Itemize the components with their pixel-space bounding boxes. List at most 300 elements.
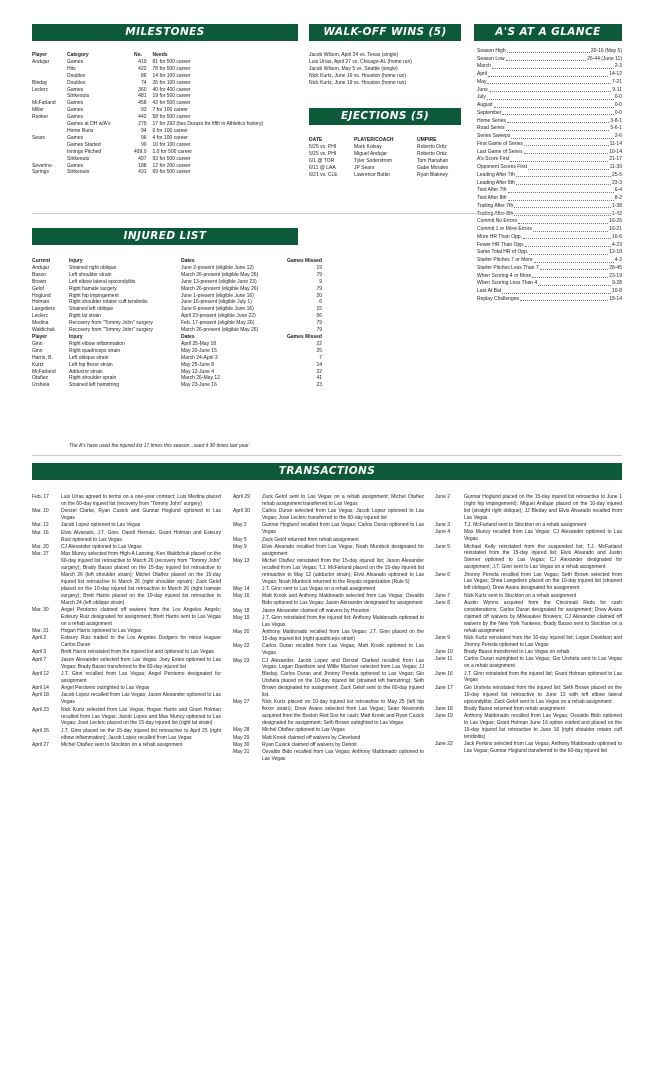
glance-label: Season Low: [477, 55, 505, 62]
injured-cell: Right quadriceps strain: [69, 347, 121, 354]
glance-value: 9-11: [612, 86, 622, 93]
glance-row: [477, 295, 622, 303]
transaction-date: May 14: [233, 586, 250, 593]
leader-dots: [516, 184, 611, 185]
ejection-row: [309, 158, 461, 165]
injured-cell: Kurtz: [32, 361, 44, 368]
injured-cell: 14: [316, 361, 322, 368]
glance-row: [477, 272, 622, 280]
injured-cell: June 2-present (eligible June 12): [181, 264, 254, 271]
glance-label: Opponent Scores First: [477, 164, 528, 171]
transaction-entry: [32, 742, 221, 749]
injured-cell: Brown: [32, 278, 47, 285]
glance-label: Last Game of Series: [477, 148, 523, 155]
transaction-entry: [435, 494, 622, 522]
ejection-cell: 5/25 vs. PHI: [309, 143, 337, 150]
injured-cell: 15: [316, 306, 322, 313]
milestone-cell: 94: [140, 127, 147, 134]
transaction-entry: [32, 649, 221, 656]
glance-label: September: [477, 109, 502, 116]
injured-cell: Feb. 17-present (eligible May 26): [181, 320, 255, 327]
milestone-cell: Innings Pitched: [67, 148, 102, 155]
transaction-text: Michel Otañez optioned to Las Vegas: [262, 727, 345, 734]
milestone-cell: 40 for 400 career: [152, 86, 191, 93]
transaction-entry: [233, 508, 424, 522]
injured-cell: 23: [316, 382, 322, 389]
milestone-cell: 6 for 100 career: [152, 127, 188, 134]
leader-dots: [502, 293, 611, 294]
walkoff-item: Luis Urías, April 27 vs. Chicago-AL (home run): [309, 58, 412, 65]
milestones-column-header: Player: [32, 52, 48, 58]
leader-dots: [506, 60, 587, 61]
transaction-text: Ryan Cusick claimed off waivers by Detroit: [262, 741, 357, 748]
transaction-date: May 23: [233, 657, 250, 664]
milestone-row: [32, 121, 298, 128]
glance-row: [477, 225, 622, 233]
transaction-date: June 4: [435, 529, 451, 536]
glance-row: [477, 179, 622, 187]
injured-cell: May 12-June 4: [181, 368, 215, 375]
injured-cell: 25: [316, 347, 322, 354]
milestone-cell: 458: [138, 100, 147, 107]
walkoff-header: WALK-OFF WINS (5): [309, 24, 461, 41]
glance-row: [477, 187, 622, 195]
divider: [32, 213, 622, 214]
milestone-cell: Miller: [32, 107, 44, 114]
milestone-cell: Games Started: [67, 141, 101, 148]
transaction-date: Mar. 31: [32, 627, 49, 634]
leader-dots: [506, 130, 610, 131]
glance-value: 10-8: [611, 288, 622, 295]
transaction-text: Austin Wynns acquired from the Cincinnati Reds for cash considerations; Carlos Duran designated for assignment; Drew Avans claimed off waivers by Milwaukee Brewers; CJ Alexander claimed off waivers by the New York Yankees; Brady Basso sent to Stockton on a rehab assignment: [464, 599, 622, 634]
injured-cell: Right hip impingement: [69, 292, 119, 299]
transaction-text: Nick Kurtz placed on 10-day injured list retroactive to May 25 (left hip flexor strain); Drew Avans selected from Las Vegas; Sean Newcomb acquired from the Boston Red Sox for cash; Matt Krook and Ryan Cusick designated for assignment; Seth Brown outrighted to Las Vegas: [262, 699, 424, 727]
glance-value: 16-6: [611, 233, 622, 240]
transaction-date: June 6: [435, 571, 451, 578]
injured-cell: March 26-present (eligible May 26): [181, 327, 259, 334]
injured-cell: June 6-present (eligible June 16): [181, 306, 254, 313]
injured-cell: 22: [316, 340, 322, 347]
walkoff-item: Jacob Wilson, April 24 vs. Texas (single): [309, 52, 399, 58]
transaction-text: Max Muncy recalled from Las Vegas; CJ Alexander optioned to Las Vegas: [464, 529, 622, 543]
injured-column-header: Dates: [181, 258, 195, 264]
transaction-text: Nick Kurtz selected from Las Vegas; Hogan Harris and Grant Holman recalled from Las Vegas; Jacob Lopez and Max Muncy optioned to Las Vegas; José Leclerc placed on the 15-day injured list (right lat strain): [61, 706, 221, 727]
transaction-date: April 3: [32, 649, 47, 656]
glance-value: 0-0: [614, 94, 622, 101]
transaction-date: June 11: [435, 656, 453, 663]
injured-cell: Left oblique strain: [69, 354, 109, 361]
transaction-text: J.T. Ginn reinstated from the injured list; Grant Holman optioned to Las Vegas: [464, 670, 622, 684]
leader-dots: [520, 300, 608, 301]
transaction-text: Jacob Lopez optioned to Las Vegas: [61, 522, 141, 529]
transaction-date: April 30: [233, 508, 250, 515]
ejection-cell: 6/11 @ LAA: [309, 164, 336, 171]
milestones-column-header: Needs: [152, 52, 168, 58]
transaction-entry: [435, 713, 622, 741]
milestone-cell: 86: [140, 72, 147, 79]
injured-cell: Waldichuk: [32, 327, 55, 334]
injured-cell: Gelof: [32, 285, 44, 292]
glance-row: [477, 125, 622, 133]
glance-value: 11-30: [609, 164, 622, 171]
transaction-entry: [435, 656, 622, 670]
milestone-cell: Games at DH w/A's: [67, 121, 111, 128]
transaction-text: J.T. Ginn recalled from Las Vegas; Angel Perdomo designated for assignment: [61, 670, 221, 684]
injured-header: INJURED LIST: [32, 228, 298, 245]
milestone-cell: 42 for 500 career: [152, 100, 191, 107]
injured-cell: Left hip flexor strain: [69, 361, 113, 368]
glance-value: 12-18: [609, 249, 622, 256]
transaction-date: May 16: [233, 593, 250, 600]
transaction-date: May 13: [233, 558, 250, 565]
injured-row: [32, 313, 322, 320]
transaction-date: June 9: [435, 634, 451, 641]
glance-row: [477, 109, 622, 117]
transaction-entry: [435, 685, 622, 706]
glance-value: 23-19: [609, 272, 622, 279]
injured-cell: March 26-present (eligible May 26): [181, 285, 259, 292]
transaction-date: April 14: [32, 685, 49, 692]
transaction-date: June 5: [435, 543, 451, 550]
transaction-text: Brett Harris reinstated from the injured list and optioned to Las Vegas: [61, 649, 214, 656]
transaction-entry: [233, 629, 424, 643]
injured-column-header: Injury: [69, 333, 83, 340]
injured-cell: 79: [316, 285, 322, 292]
injured-cell: Strained right oblique: [69, 264, 117, 271]
glance-label: When Scoring 4 or More: [477, 272, 532, 279]
past-injured-header-row: [32, 334, 322, 341]
ejection-cell: Lawrence Butler: [354, 171, 391, 178]
glance-row: [477, 86, 622, 94]
transaction-text: Jason Alexander selected from Las Vegas; Joey Estes optioned to Las Vegas; Brady Basso transferred to the 60-day injured list: [61, 656, 221, 670]
glance-label: Season High: [477, 47, 506, 54]
transaction-text: Osvaldo Bido recalled from Las Vegas; Anthony Maldonado optioned to Las Vegas: [262, 749, 424, 763]
leader-dots: [528, 169, 609, 170]
transaction-entry: [32, 707, 221, 728]
transaction-entry: [32, 494, 221, 508]
leader-dots: [507, 52, 590, 53]
injured-cell: Harris, B.: [32, 354, 53, 361]
milestone-row: [32, 142, 298, 149]
leader-dots: [540, 269, 609, 270]
walkoff-item: Jacob Wilson, May 5 vs. Seattle (single): [309, 65, 398, 72]
milestone-cell: [32, 128, 67, 135]
glance-label: Replay Challenges: [477, 295, 519, 302]
glance-row: [477, 78, 622, 86]
milestone-cell: 422: [138, 65, 147, 72]
glance-row: [477, 55, 622, 63]
glance-row: [477, 233, 622, 241]
transaction-text: Hogan Harris optioned to Las Vegas: [61, 627, 142, 634]
milestone-cell: 275: [138, 121, 147, 128]
past-injured-row: [32, 362, 322, 369]
transaction-date: May 22: [233, 643, 250, 650]
transaction-date: May 19: [233, 614, 250, 621]
glance-label: Tied After 7th: [477, 187, 507, 194]
milestone-cell: Home Runs: [67, 127, 94, 134]
transaction-text: Jack Perkins selected from Las Vegas; Anthony Maldonado optioned to Las Vegas; Gunnar Hoglund transferred to the 60-day injured list: [464, 741, 622, 755]
leader-dots: [516, 176, 611, 177]
injured-cell: May 20-June 15: [181, 347, 217, 354]
transaction-entry: [435, 671, 622, 685]
ejection-cell: Mark Kotsay: [354, 143, 382, 150]
injured-cell: 79: [316, 271, 322, 278]
transaction-entry: [32, 522, 221, 529]
milestones-column-header: Category: [67, 52, 89, 58]
injured-cell: Recovery from "Tommy John" surgery: [69, 320, 153, 327]
glance-label: Road Series: [477, 125, 505, 132]
glance-row: [477, 148, 622, 156]
glance-value: 4-23: [611, 241, 622, 248]
ejections-column-header: PLAYER/COACH: [354, 137, 394, 143]
glance-row: [477, 117, 622, 125]
injured-row: [32, 286, 322, 293]
injured-cell: Langeliers: [32, 306, 56, 313]
milestone-cell: 7 for 100 career: [152, 107, 188, 114]
transaction-date: May 27: [233, 699, 250, 706]
glance-value: 6-4: [614, 187, 622, 194]
transaction-entry: [233, 735, 424, 742]
milestone-cell: 481: [138, 93, 147, 100]
injured-cell: Ginn: [32, 347, 43, 354]
glance-label: April: [477, 71, 488, 78]
injured-cell: Left elbow lateral epicondylitis: [69, 278, 136, 285]
transaction-entry: [32, 657, 221, 671]
glance-value: 18-14: [609, 295, 622, 302]
injured-cell: 79: [316, 320, 322, 327]
transaction-entry: [233, 699, 424, 727]
transaction-date: May 2: [233, 522, 247, 529]
glance-row: [477, 132, 622, 140]
glance-value: 21-17: [609, 156, 622, 163]
transaction-text: Nick Kurtz sent to Stockton on a rehab assignment: [464, 592, 577, 599]
injured-cell: April 25-May 18: [181, 340, 217, 347]
glance-value: 8-2: [614, 195, 622, 202]
milestone-cell: 499.0: [134, 148, 147, 155]
leader-dots: [508, 200, 614, 201]
injured-cell: May 25-June 8: [181, 361, 215, 368]
transaction-date: June 3: [435, 522, 451, 529]
ejection-cell: Tyler Soderstrom: [354, 157, 393, 164]
leader-dots: [487, 83, 611, 84]
injured-cell: June 1-present (eligible June 16): [181, 292, 254, 299]
glance-row: [477, 280, 622, 288]
transaction-entry: [32, 635, 221, 649]
glance-row: [477, 101, 622, 109]
milestone-cell: 90: [140, 141, 147, 148]
glance-value: 3-8-1: [610, 117, 622, 124]
glance-label: Leading After 7th: [477, 171, 515, 178]
glance-row: [477, 194, 622, 202]
injured-cell: Basso: [32, 271, 46, 278]
transaction-entry: [435, 572, 622, 593]
transaction-date: June 19: [435, 713, 453, 720]
leader-dots: [507, 122, 609, 123]
injured-cell: Leclerc: [32, 313, 49, 320]
injured-cell: Left shoulder strain: [69, 271, 112, 278]
milestone-cell: [32, 149, 67, 156]
glance-row: [477, 287, 622, 295]
transaction-text: Matt Krook and Anthony Maldonado selected from Las Vegas; Osvaldo Bido optioned to Las Vegas; Jason Alexander designated for assignment: [262, 593, 424, 607]
ejection-cell: 5/25 vs. PHI: [309, 150, 337, 157]
glance-label: May: [477, 78, 487, 85]
transaction-date: June 10: [435, 649, 453, 656]
transaction-date: June 8: [435, 599, 451, 606]
injured-cell: 20: [316, 292, 322, 299]
leader-dots: [487, 99, 614, 100]
leader-dots: [508, 192, 614, 193]
milestones-header-row: [32, 52, 298, 59]
glance-value: 1-42: [611, 210, 622, 217]
milestone-cell: 58 for 500 career: [152, 114, 191, 121]
transaction-text: Angel Perdomo claimed off waivers from the Los Angeles Angels; Esteury Ruiz designated for assignment; Brett Harris sent to Las Vegas on a rehab assignment: [61, 606, 221, 627]
past-injured-row: [32, 369, 322, 376]
glance-label: Commit 1 or More Errors: [477, 226, 533, 233]
transaction-entry: [233, 615, 424, 629]
transaction-entry: [233, 727, 424, 734]
injured-cell: March 26-May 12: [181, 375, 220, 382]
transaction-text: Carlos Duran recalled from Las Vegas; Matt Krook optioned to Las Vegas: [262, 643, 424, 657]
transaction-entry: [32, 692, 221, 706]
transaction-entry: [32, 628, 221, 635]
injured-cell: June 16-present (eligible July 1): [181, 299, 252, 306]
transaction-entry: [32, 728, 221, 742]
leader-dots: [525, 246, 611, 247]
transaction-date: Feb. 17: [32, 494, 49, 500]
milestone-cell: [32, 73, 67, 80]
injured-cell: 22: [316, 368, 322, 375]
transaction-entry: [32, 544, 221, 551]
glance-row: [477, 140, 622, 148]
injured-cell: Adductor strain: [69, 368, 103, 375]
milestone-cell: Games: [67, 107, 84, 114]
transaction-date: April 18: [32, 692, 49, 699]
transaction-date: June 18: [435, 705, 453, 712]
transaction-text: Denzel Clarke, Ryan Cusick and Gunnar Hoglund optioned to Las Vegas: [61, 508, 221, 522]
injured-column-header: Injury: [69, 258, 83, 264]
transaction-text: Elvis Alvarado, J.T. Ginn, Darell Hernaiz, Grant Holman and Esteury Ruiz optioned to Las Vegas: [61, 529, 221, 543]
milestone-cell: 78 for 500 career: [152, 65, 191, 72]
transaction-date: May 9: [233, 543, 247, 550]
transaction-entry: [32, 508, 221, 522]
transaction-entry: [233, 558, 424, 586]
ejection-cell: JP Sears: [354, 164, 375, 171]
transaction-entry: [435, 600, 622, 635]
transaction-text: Carlos Duran selected from Las Vegas; Jacob Lopez optioned to Las Vegas; Jose Leclerc transferred to the 60-day injured list: [262, 508, 424, 522]
past-injured-row: [32, 348, 322, 355]
milestone-cell: 96: [140, 134, 147, 141]
milestone-cell: McFarland: [32, 100, 56, 107]
glance-value: 16-21: [609, 226, 622, 233]
ejection-cell: Miguel Andujar: [354, 150, 388, 157]
transactions-header: TRANSACTIONS: [32, 463, 622, 480]
glance-value: 2-6: [614, 133, 622, 140]
transactions-column-1: [32, 494, 221, 749]
ejections-column-header: UMPIRE: [417, 137, 437, 143]
injured-cell: 6: [319, 299, 322, 306]
transaction-entry: [435, 544, 622, 572]
glance-value: 2-3: [614, 63, 622, 70]
glance-value: 28-45: [609, 264, 622, 271]
transaction-date: June 17: [435, 684, 453, 691]
glance-label: Commit No Errors: [477, 218, 518, 225]
milestone-row: [32, 169, 298, 176]
transaction-text: Luis Urías agreed to terms on a one-year contract; Luis Medina placed on the 60-day injured list (recovery from "Tommy John" surgery): [61, 494, 221, 507]
milestone-cell: 26 for 100 career: [152, 79, 191, 86]
transaction-date: May 28: [233, 727, 250, 734]
leader-dots: [494, 107, 614, 108]
transactions-column-2: [233, 494, 424, 763]
glance-row: [477, 264, 622, 272]
transaction-date: April 23: [32, 706, 49, 713]
transaction-text: J.T. Ginn placed on the 15-day injured list retroactive to April 25 (right elbow inflammation); Jacob Lopez recalled from Las Vegas: [61, 727, 221, 741]
injured-note: The A's have used the injured list 17 times this season...used it 30 times last year: [69, 443, 249, 449]
transaction-entry: [435, 741, 622, 755]
transaction-text: Brady Basso transferred to Las Vegas on rehab: [464, 649, 570, 656]
milestone-cell: 431: [138, 169, 147, 176]
milestone-cell: 93: [140, 107, 147, 114]
glance-value: 7-21: [611, 78, 622, 85]
transaction-date: Mar. 10: [32, 508, 49, 515]
glance-label: Trailing After 7th: [477, 202, 514, 209]
milestone-cell: 188: [138, 162, 147, 169]
injured-cell: June 13-present (eligible June 23): [181, 278, 257, 285]
milestone-cell: 14 for 100 career: [152, 72, 191, 79]
injured-cell: McFarland: [32, 368, 56, 375]
transaction-text: CJ Alexander, Jacob Lopez and Denzel Clarked recalled from Las Vegas; Logan Davidson and Willie MacIver selected from Las Vegas; JJ Bleday, Carlos Duran and Jhonny Pereda optioned to Las Vegas; Gio Urshela placed on the 10-day injured list (strained left hamstring); Seth Brown designated for assignment; Zack Gelof sent to the 60-day injured list.: [262, 657, 424, 699]
injured-cell: Right shoulder rotator cuff tendinitis: [69, 299, 148, 306]
milestone-row: [32, 66, 298, 73]
glance-value: 14-12: [609, 71, 622, 78]
milestone-cell: 81 for 500 career: [152, 58, 191, 65]
transaction-text: Jhonny Pereda recalled from Las Vegas; Seth Brown selected from Las Vegas; Shea Langeliers placed on the 10-day injured list (strained left oblique); Drew Avans designated for assignment: [464, 571, 622, 592]
glance-value: 1-38: [611, 202, 622, 209]
injured-column-header: Player: [32, 333, 48, 340]
milestone-cell: [32, 66, 67, 73]
glance-label: Home Series: [477, 117, 506, 124]
injured-row: [32, 320, 322, 327]
transaction-date: April 27: [32, 741, 49, 748]
milestones-header: MILESTONES: [32, 24, 298, 41]
transaction-text: Michel Otañez sent to Stockton on a rehab assignment: [61, 741, 183, 748]
milestone-cell: Doubles: [67, 72, 86, 79]
glance-row: [477, 163, 622, 171]
glance-value: 5-6-1: [610, 125, 622, 132]
injured-row: [32, 272, 322, 279]
glance-value: 11-14: [609, 140, 622, 147]
glance-label: Starter Pitches Less Than 7: [477, 264, 539, 271]
milestone-cell: Bleday: [32, 79, 48, 86]
transaction-text: Gunnar Hoglund recalled from Las Vegas; Carlos Duran optioned to Las Vegas: [262, 522, 424, 536]
glance-row: [477, 218, 622, 226]
milestone-cell: Sears: [32, 134, 46, 141]
milestone-row: [32, 114, 298, 121]
milestone-cell: Games: [67, 58, 84, 65]
past-injured-row: [32, 341, 322, 348]
glance-row: [477, 63, 622, 71]
injured-cell: 19: [316, 264, 322, 271]
milestone-cell: 74: [140, 79, 147, 86]
glance-label: August: [477, 102, 493, 109]
injured-cell: Strained left hamstring: [69, 382, 120, 389]
glance-label: Last At Bat: [477, 288, 502, 295]
transaction-text: Matt Krook claimed off waivers by Cleveland: [262, 734, 361, 741]
glance-label: June: [477, 86, 488, 93]
injured-cell: Right elbow inflammation: [69, 340, 125, 347]
ejection-row: [309, 165, 461, 172]
ejection-row: [309, 172, 461, 179]
glance-list: [477, 47, 622, 303]
